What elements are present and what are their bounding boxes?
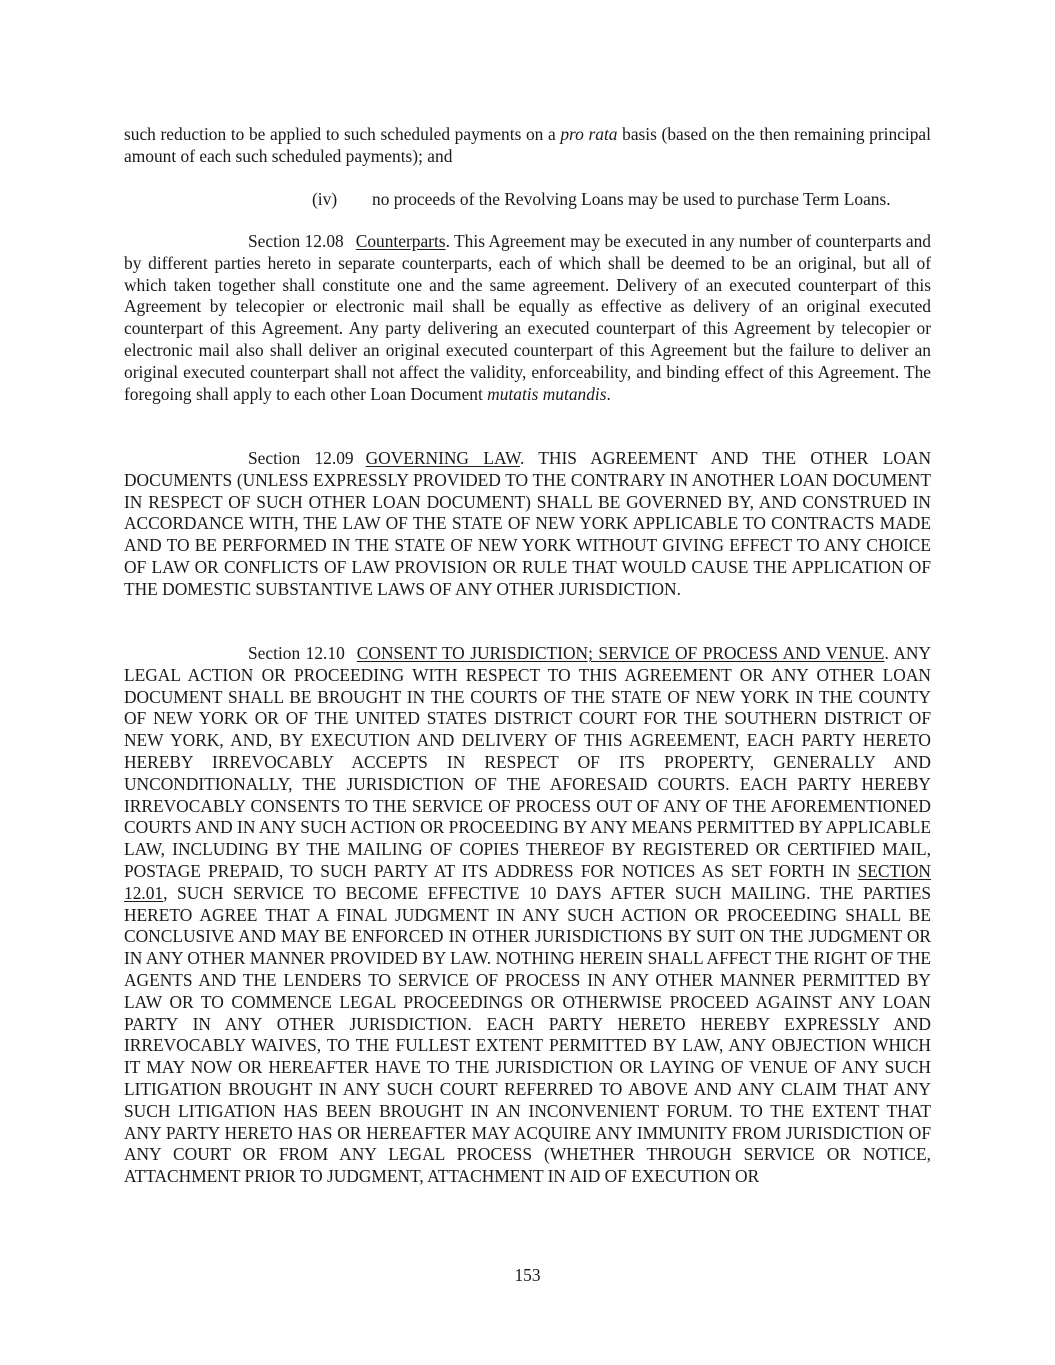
section-number: Section 12.09 xyxy=(248,448,354,468)
section-body: . This Agreement may be executed in any number of counterparts and by different parties hereto in separate counterparts, each of which shall be deemed to be an original, but all of which taken together shall constitute one and the same agreement. Delivery of an executed counterpart of this Agreement by telecopier or electronic mail shall be equally as effective as delivery of an original executed counterpart of this Agreement. Any party delivering an executed counterpart of this Agreement by telecopier or electronic mail also shall deliver an original executed counterpart of this Agreement but the failure to deliver an original executed counterpart shall not affect the validity, enforceability, and binding effect of this Agreement. The foregoing shall apply to each other Loan Document xyxy=(124,231,932,404)
section-number: Section 12.10 xyxy=(248,643,345,663)
continuation-paragraph xyxy=(124,124,931,168)
section-12-01-reference: SECTION 12.01 xyxy=(124,860,931,903)
section-body-end: . xyxy=(606,383,611,404)
section-number: Section 12.08 xyxy=(248,231,344,251)
section-heading: CONSENT TO JURISDICTION; SERVICE OF PROCESS AND VENUE xyxy=(356,643,885,663)
pro-rata-term: pro rata xyxy=(560,124,618,144)
section-heading: GOVERNING LAW xyxy=(365,448,520,468)
section-heading: Counterparts xyxy=(355,231,446,251)
mutatis-mutandis-term: mutatis mutandis xyxy=(487,383,607,404)
continuation-text-a: such reduction to be applied to such scheduled payments on a xyxy=(124,124,561,144)
clause-number: (iv) xyxy=(312,189,338,209)
section-12-10 xyxy=(124,643,931,1188)
section-body: . THIS AGREEMENT AND THE OTHER LOAN DOCUMENTS (UNLESS EXPRESSLY PROVIDED TO THE CONTRARY IN ANOTHER LOAN DOCUMENT IN RESPECT OF SUCH OTHER LOAN DOCUMENT) SHALL BE GOVERNED BY, AND CONSTRUED IN ACCORDANCE WITH, THE LAW OF THE STATE OF NEW YORK APPLICABLE TO CONTRACTS MADE AND TO BE PERFORMED IN THE STATE OF NEW YORK WITHOUT GIVING EFFECT TO ANY CHOICE OF LAW OR CONFLICTS OF LAW PROVISION OR RULE THAT WOULD CAUSE THE APPLICATION OF THE DOMESTIC SUBSTANTIVE LAWS OF ANY OTHER JURISDICTION. xyxy=(124,448,931,599)
page-number: 153 xyxy=(514,1265,541,1285)
continuation-text-b: basis (based on the then remaining principal amount of each such scheduled payments); and xyxy=(124,124,931,166)
clause-text: no proceeds of the Revolving Loans may be used to purchase Term Loans. xyxy=(372,189,891,209)
section-12-08 xyxy=(124,231,931,405)
clause-iv xyxy=(312,189,931,211)
section-body-continued: , SUCH SERVICE TO BECOME EFFECTIVE 10 DAYS AFTER SUCH MAILING. THE PARTIES HERETO AGREE THAT A FINAL JUDGMENT IN ANY SUCH ACTION OR PROCEEDING SHALL BE CONCLUSIVE AND MAY BE ENFORCED IN OTHER JURISDICTIONS BY SUIT ON THE JUDGMENT OR IN ANY OTHER MANNER PROVIDED BY LAW. NOTHING HEREIN SHALL AFFECT THE RIGHT OF THE AGENTS AND THE LENDERS TO SERVICE OF PROCESS IN ANY OTHER MANNER PERMITTED BY LAW OR TO COMMENCE LEGAL PROCEEDINGS OR OTHERWISE PROCEED AGAINST ANY LOAN PARTY IN ANY OTHER JURISDICTION. EACH PARTY HERETO HEREBY EXPRESSLY AND IRREVOCABLY WAIVES, TO THE FULLEST EXTENT PERMITTED BY LAW, ANY OBJECTION WHICH IT MAY NOW OR HEREAFTER HAVE TO THE JURISDICTION OR LAYING OF VENUE OF ANY SUCH LITIGATION BROUGHT IN ANY SUCH COURT REFERRED TO ABOVE AND ANY CLAIM THAT ANY SUCH LITIGATION HAS BEEN BROUGHT IN AN INCONVENIENT FORUM. TO THE EXTENT THAT ANY PARTY HERETO HAS OR HEREAFTER MAY ACQUIRE ANY IMMUNITY FROM JURISDICTION OF ANY COURT OR FROM ANY LEGAL PROCESS (WHETHER THROUGH SERVICE OR NOTICE, ATTACHMENT PRIOR TO JUDGMENT, ATTACHMENT IN AID OF EXECUTION OR xyxy=(124,882,931,1187)
section-body: . ANY LEGAL ACTION OR PROCEEDING WITH RESPECT TO THIS AGREEMENT OR ANY OTHER LOAN DOCUMENT SHALL BE BROUGHT IN THE COURTS OF THE STATE OF NEW YORK IN THE COUNTY OF NEW YORK OR OF THE UNITED STATES DISTRICT COURT FOR THE SOUTHERN DISTRICT OF NEW YORK, AND, BY EXECUTION AND DELIVERY OF THIS AGREEMENT, EACH PARTY HERETO HEREBY IRREVOCABLY ACCEPTS IN RESPECT OF ITS PROPERTY, GENERALLY AND UNCONDITIONALLY, THE JURISDICTION OF THE AFORESAID COURTS. EACH PARTY HEREBY IRREVOCABLY CONSENTS TO THE SERVICE OF PROCESS OUT OF ANY OF THE AFOREMENTIONED COURTS AND IN ANY SUCH ACTION OR PROCEEDING BY ANY MEANS PERMITTED BY APPLICABLE LAW, INCLUDING BY THE MAILING OF COPIES THEREOF BY REGISTERED OR CERTIFIED MAIL, POSTAGE PREPAID, TO SUCH PARTY AT ITS ADDRESS FOR NOTICES AS SET FORTH IN xyxy=(124,643,931,881)
section-12-09 xyxy=(124,448,931,601)
